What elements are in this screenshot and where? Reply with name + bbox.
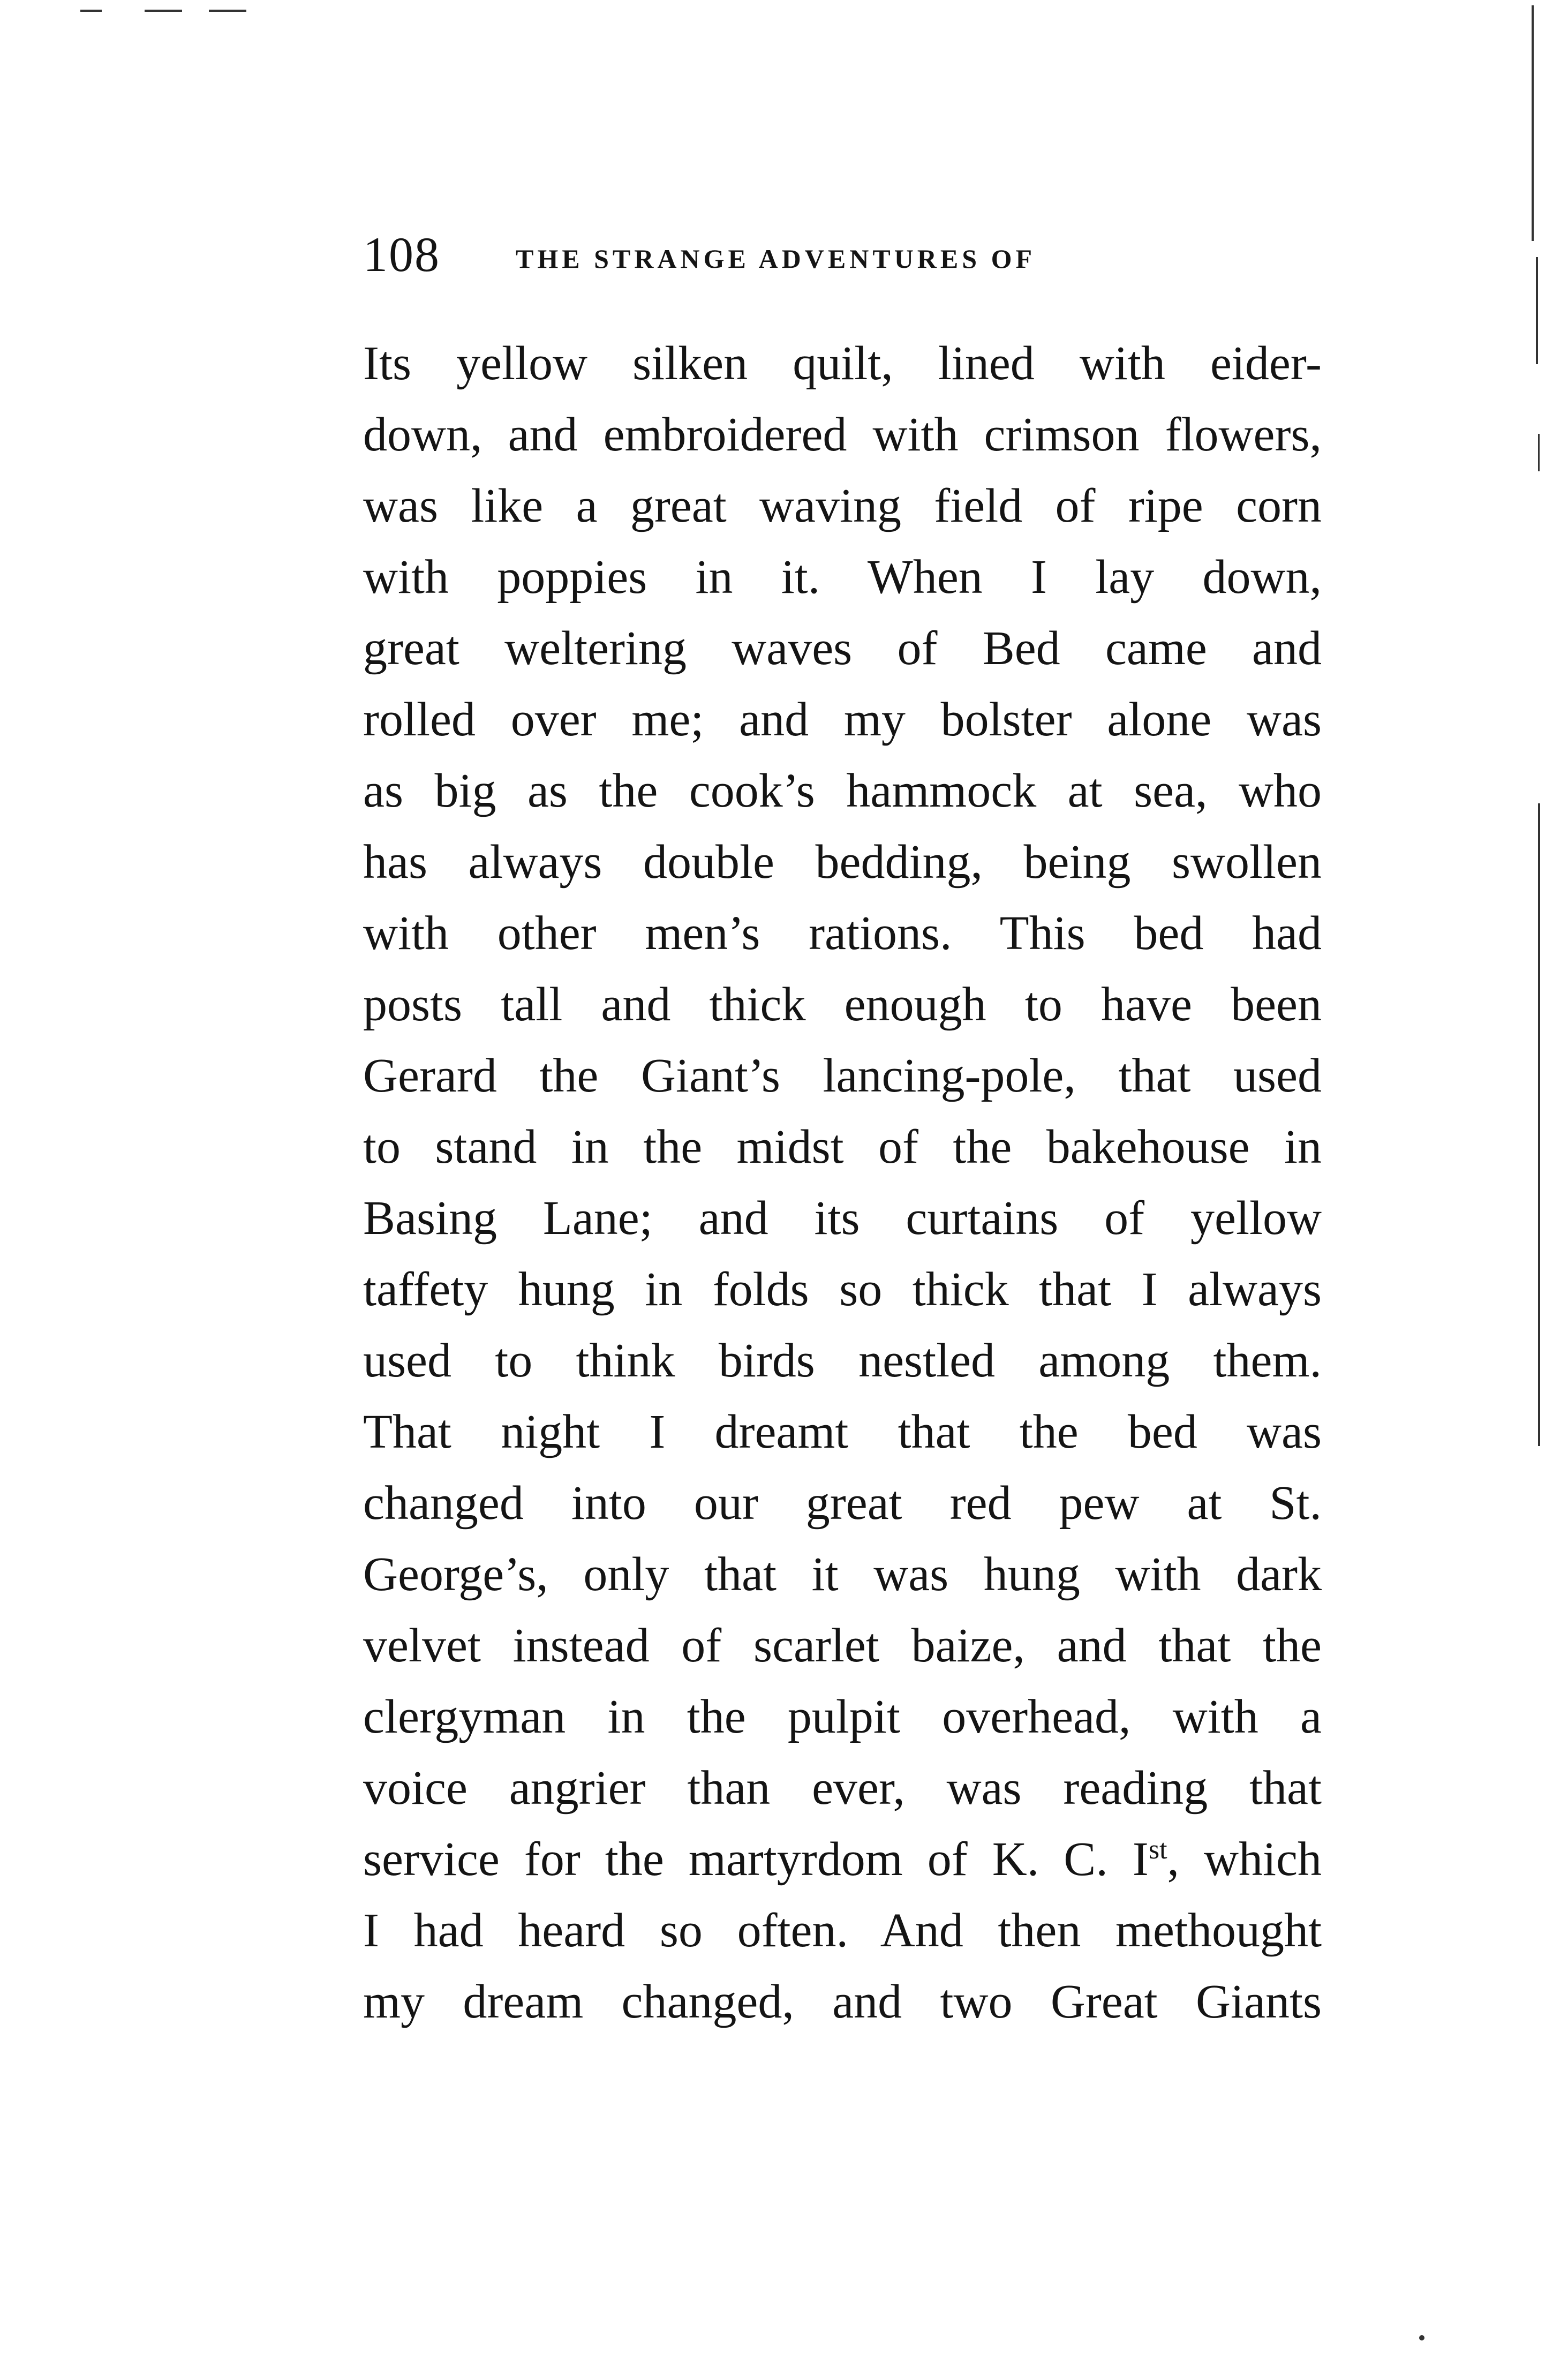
text-line: posts tall and thick enough to have been xyxy=(363,978,1322,1031)
scan-artifact-right-3 xyxy=(1538,803,1540,1446)
text-line: rolled over me; and my bolster alone was xyxy=(363,693,1322,746)
text-line: Basing Lane; and its curtains of yellow xyxy=(363,1192,1322,1245)
body-text xyxy=(363,328,1322,2037)
text-line: down, and embroidered with crimson flowers, xyxy=(363,408,1322,461)
text-line: changed into our great red pew at St. xyxy=(363,1477,1322,1530)
text-line: Its yellow silken quilt, lined with eider- xyxy=(363,337,1322,390)
text-line: That night I dreamt that the bed was xyxy=(363,1405,1322,1458)
scan-artifact-top-left-3 xyxy=(209,10,246,12)
scan-artifact-right-1 xyxy=(1532,5,1534,241)
text-line: voice angrier than ever, was reading that xyxy=(363,1762,1322,1815)
text-line: with poppies in it. When I lay down, xyxy=(363,551,1322,604)
line-22-before: service for the martyrdom of K. C. I xyxy=(363,1833,1149,1886)
scan-artifact-right-4 xyxy=(1538,434,1540,471)
scan-artifact-top-left-2 xyxy=(145,10,182,12)
superscript-st: st xyxy=(1148,1834,1167,1865)
text-line: Gerard the Giant’s lancing-pole, that used xyxy=(363,1049,1322,1102)
text-line: was like a great waving field of ripe corn xyxy=(363,479,1322,532)
text-line: great weltering waves of Bed came and xyxy=(363,622,1322,675)
text-line: clergyman in the pulpit overhead, with a xyxy=(363,1690,1322,1743)
line-22-after: , which xyxy=(1167,1833,1322,1886)
text-line: used to think birds nestled among them. xyxy=(363,1334,1322,1387)
text-line: as big as the cook’s hammock at sea, who xyxy=(363,764,1322,817)
scan-artifact-top-left xyxy=(80,10,102,12)
page-number: 108 xyxy=(363,227,440,282)
text-line: George’s, only that it was hung with dark xyxy=(363,1548,1322,1601)
text-line: my dream changed, and two Great Giants xyxy=(363,1975,1322,2028)
text-line: to stand in the midst of the bakehouse in xyxy=(363,1120,1322,1173)
page-header xyxy=(363,225,1332,284)
text-line: with other men’s rations. This bed had xyxy=(363,907,1322,960)
scan-artifact-dot xyxy=(1419,2335,1424,2340)
text-line-with-superscript xyxy=(363,1824,1322,1895)
text-line: velvet instead of scarlet baize, and that the xyxy=(363,1619,1322,1672)
scan-artifact-right-2 xyxy=(1536,257,1538,364)
running-title: THE STRANGE ADVENTURES OF xyxy=(516,244,1036,274)
text-line: I had heard so often. And then methought xyxy=(363,1904,1322,1957)
text-line: taffety hung in folds so thick that I always xyxy=(363,1263,1322,1316)
text-line: has always double bedding, being swollen xyxy=(363,836,1322,889)
